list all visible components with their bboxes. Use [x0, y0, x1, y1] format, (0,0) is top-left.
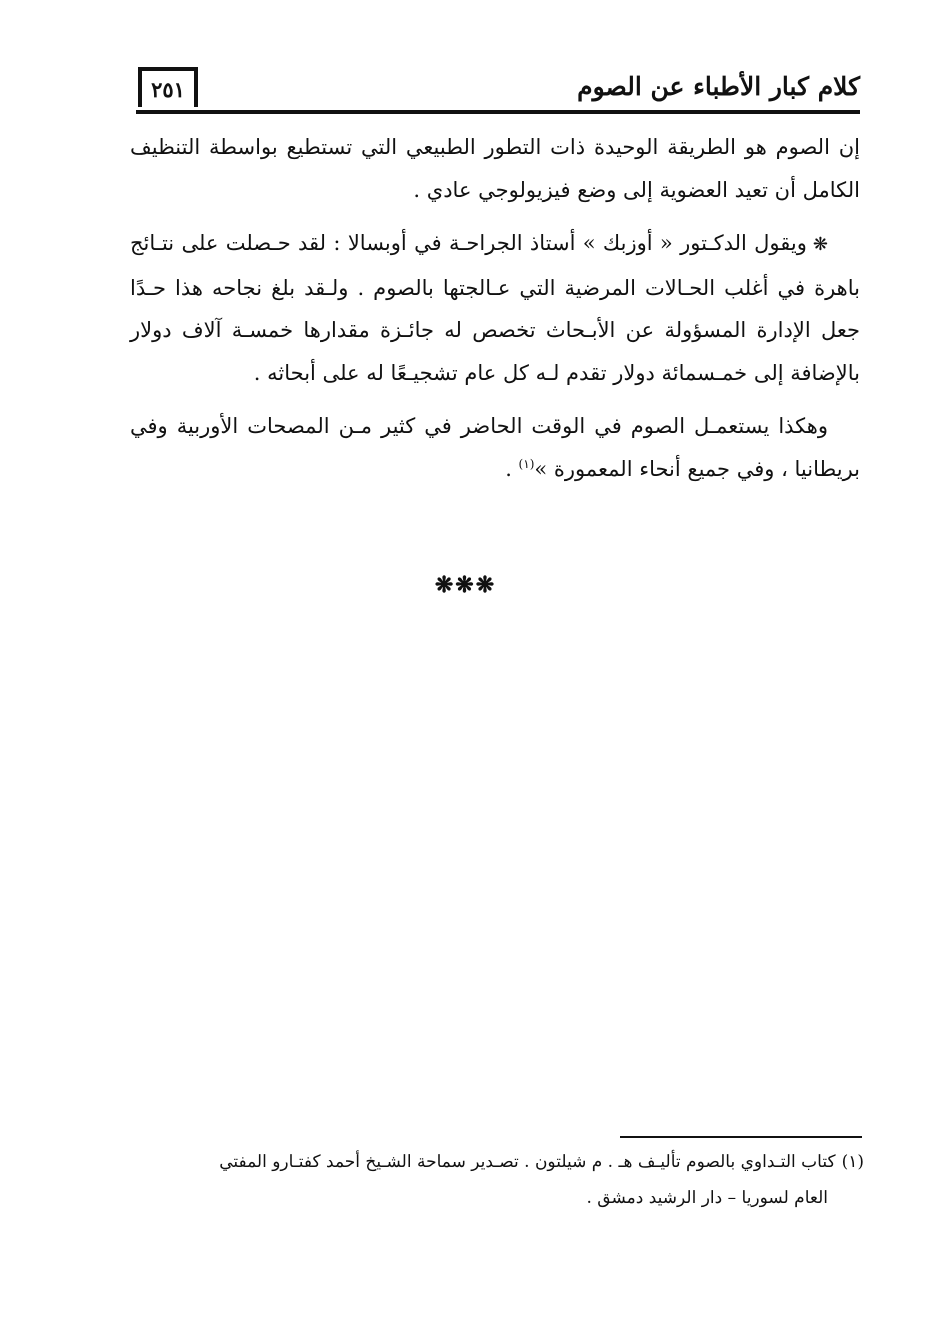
- header-rule: [136, 110, 860, 114]
- paragraph-star-icon: ❋: [812, 234, 828, 255]
- paragraph-3-text: وهكذا يستعمـل الصوم في الوقت الحاضر في كثير مـن المصحات الأوربية وفي بريطانيا ، وفي جميع أنحاء المعمورة »: [130, 414, 860, 481]
- footnote-number: (١): [841, 1152, 864, 1172]
- footnote-line-2: العام لسوريا – دار الرشيد دمشق .: [586, 1188, 828, 1208]
- paragraph-2: [130, 222, 860, 394]
- paragraph-2-text: ويقول الدكـتور « أوزبك » أستاذ الجراحـة في أوبسالا : لقد حـصلت على نتـائج باهرة في أغلب الحـالات المرضية التي عـالجتها بالصوم . ولـقد بلغ نجاحه هذا حـدًا جعل الإدارة المسؤولة عن الأبـحاث تخصص له جائـزة مقدارها خمسـة آلاف دولار بالإضافة إلى خمـسمائة دولار تقدم لـه كل عام تشجيـعًا له على أبحاثه .: [130, 231, 860, 385]
- paragraph-1-text: إن الصوم هو الطريقة الوحيدة ذات التطور الطبيعي التي تستطيع بواسطة التنظيف الكامل أن تعيد العضوية إلى وضع فيزيولوجي عادي .: [130, 135, 860, 202]
- footnote: [132, 1144, 864, 1216]
- page-header: [136, 64, 860, 114]
- footnote-line-1: [132, 1144, 864, 1180]
- footnote-rule: [620, 1136, 862, 1138]
- footnote-line-1-text: كتاب التـداوي بالصوم تأليـف هـ . م شيلتون . تصـدير سماحة الشـيخ أحمد كفتـارو المفتي: [219, 1152, 836, 1172]
- paragraph-1: [130, 126, 860, 211]
- section-separator: ❋❋❋: [434, 572, 497, 598]
- running-title: كلام كبار الأطباء عن الصوم: [577, 72, 860, 101]
- page-number: ٢٥١: [138, 67, 198, 107]
- paragraph-3: [130, 405, 860, 490]
- paragraph-3-end: .: [505, 456, 519, 481]
- body-text: [130, 126, 860, 501]
- footnote-reference: (١): [518, 456, 535, 471]
